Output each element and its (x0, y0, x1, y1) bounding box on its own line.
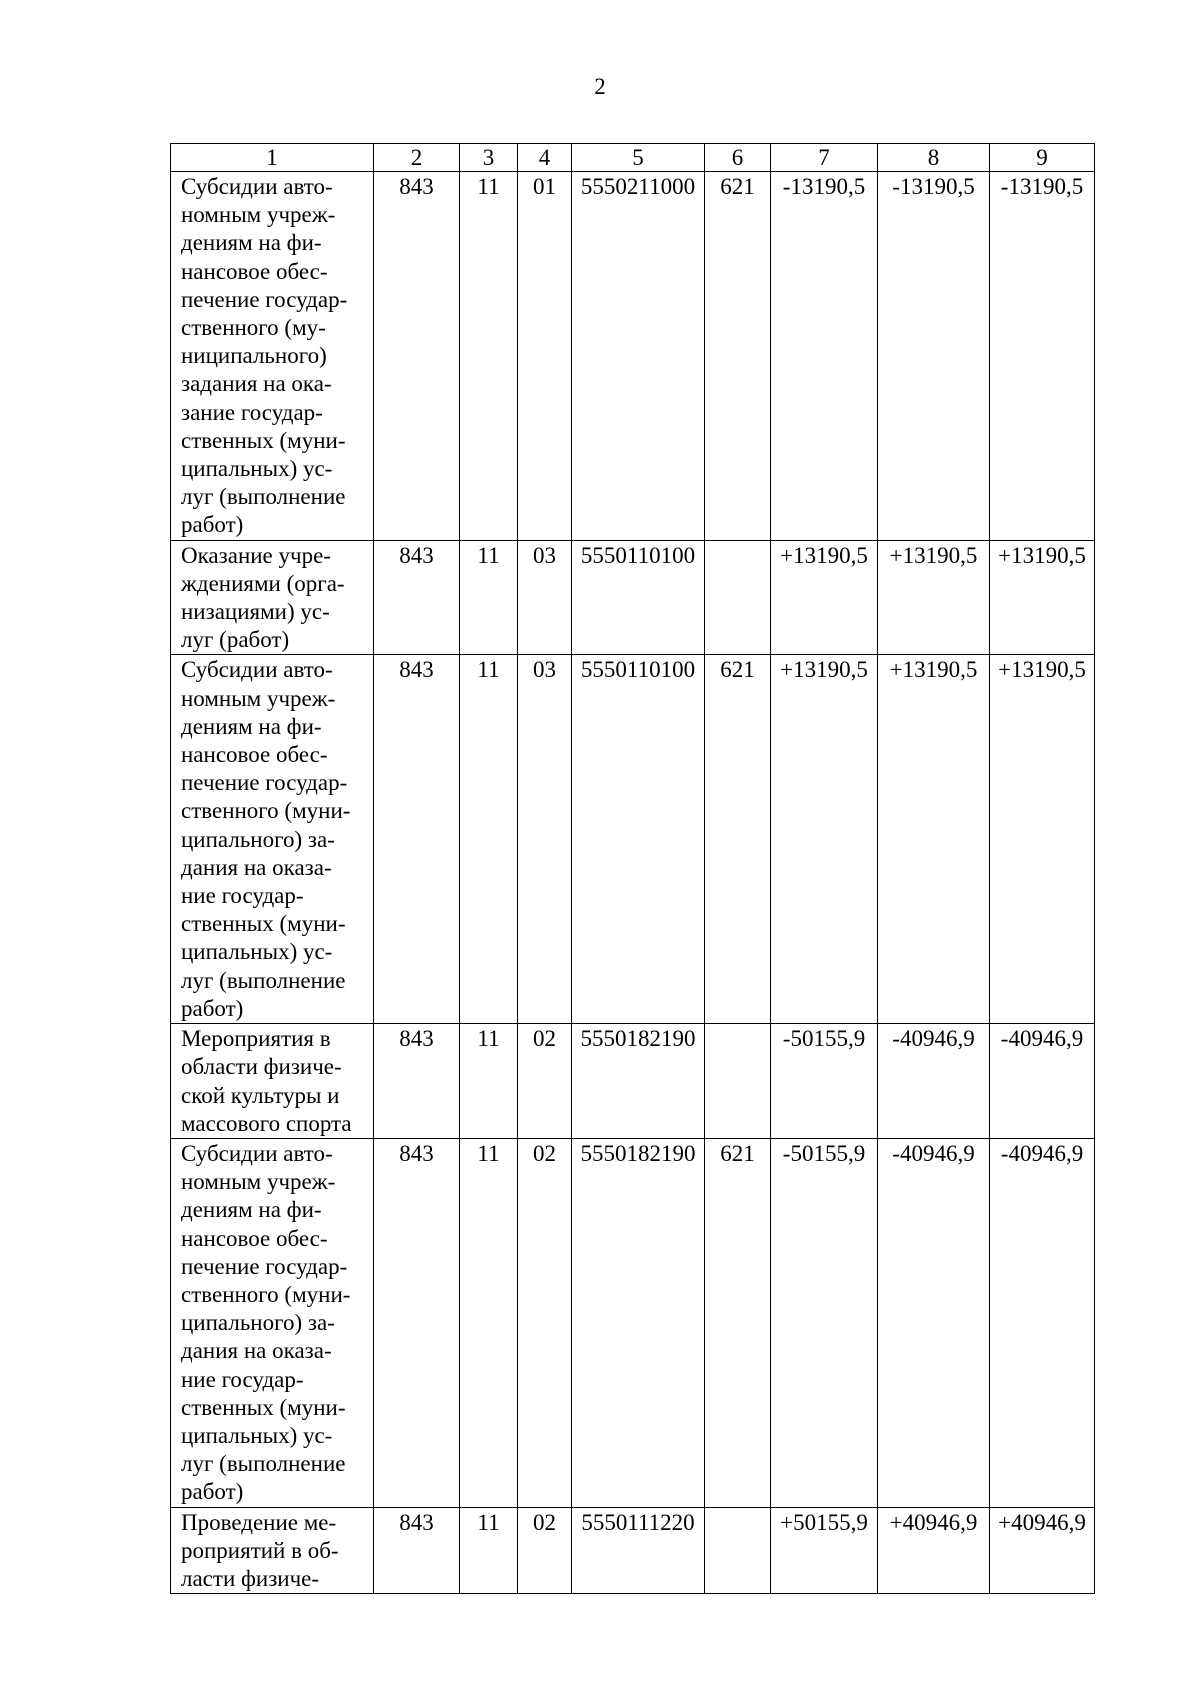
description-line: области физиче- (181, 1054, 342, 1080)
description-line: номным учреж- (181, 1169, 336, 1195)
description-line: печение государ- (181, 770, 348, 796)
description-line: дениям на фи- (181, 230, 322, 256)
description-line: ственного (муни- (181, 1281, 351, 1307)
subsection-cell: 02 (518, 1138, 572, 1507)
amount-cell: +13190,5 (878, 540, 990, 655)
description-line: дениям на фи- (181, 1197, 322, 1223)
amount-cell: -13190,5 (771, 172, 878, 541)
description-line: ласти физиче- (181, 1565, 320, 1591)
amount-cell: +13190,5 (990, 655, 1095, 1024)
description-cell (171, 655, 374, 1024)
table-row (171, 655, 1095, 1024)
description-line: Проведение ме- (181, 1509, 337, 1535)
description-line: нансовое обес- (181, 742, 328, 768)
description-line: зание государ- (181, 399, 323, 425)
description-line: роприятий в об- (181, 1537, 339, 1563)
description-line: работ) (181, 1479, 244, 1505)
code-cell: 843 (374, 1024, 460, 1139)
target-article-cell: 5550182190 (572, 1024, 705, 1139)
amount-cell: -40946,9 (990, 1138, 1095, 1507)
column-header: 9 (990, 144, 1095, 172)
code-cell: 843 (374, 540, 460, 655)
description-line: дания на оказа- (181, 854, 332, 880)
description-line: Мероприятия в (181, 1026, 331, 1052)
table-row (171, 1024, 1095, 1139)
description-line: печение государ- (181, 286, 348, 312)
target-article-cell: 5550110100 (572, 655, 705, 1024)
column-header: 2 (374, 144, 460, 172)
description-line: Субсидии авто- (181, 657, 333, 683)
description-cell (171, 540, 374, 655)
description-line: Субсидии авто- (181, 1140, 333, 1166)
description-line: печение государ- (181, 1253, 348, 1279)
column-header: 8 (878, 144, 990, 172)
description-line: ственных (муни- (181, 911, 346, 937)
section-cell: 11 (460, 655, 518, 1024)
description-line: луг (выполнение (181, 484, 346, 510)
target-article-cell: 5550211000 (572, 172, 705, 541)
expense-type-cell: 621 (705, 172, 771, 541)
amount-cell: +40946,9 (990, 1507, 1095, 1594)
column-header: 4 (518, 144, 572, 172)
description-line: ципального) за- (181, 826, 335, 852)
amount-cell: +13190,5 (771, 655, 878, 1024)
amount-cell: +50155,9 (771, 1507, 878, 1594)
description-line: работ) (181, 512, 244, 538)
description-line: луг (выполнение (181, 967, 346, 993)
description-line: массового спорта (181, 1110, 352, 1136)
description-line: ципальных) ус- (181, 1422, 333, 1448)
column-header: 7 (771, 144, 878, 172)
header-row (171, 144, 1095, 172)
description-cell (171, 172, 374, 541)
amount-cell: -13190,5 (990, 172, 1095, 541)
description-line: ской культуры и (181, 1082, 340, 1108)
description-line: ние государ- (181, 883, 304, 909)
amount-cell: +13190,5 (990, 540, 1095, 655)
description-line: ственных (муни- (181, 1394, 346, 1420)
description-line: луг (работ) (181, 627, 290, 653)
amount-cell: +13190,5 (878, 655, 990, 1024)
column-header: 3 (460, 144, 518, 172)
target-article-cell: 5550110100 (572, 540, 705, 655)
subsection-cell: 03 (518, 540, 572, 655)
expense-type-cell (705, 1024, 771, 1139)
target-article-cell: 5550182190 (572, 1138, 705, 1507)
description-line: работ) (181, 995, 244, 1021)
description-line: ственного (муни- (181, 798, 351, 824)
description-line: ципального) за- (181, 1310, 335, 1336)
expense-type-cell: 621 (705, 1138, 771, 1507)
description-line: Субсидии авто- (181, 174, 333, 199)
description-line: ственного (му- (181, 315, 326, 341)
amount-cell: +13190,5 (771, 540, 878, 655)
description-line: задания на ока- (181, 371, 332, 397)
description-line: ципальных) ус- (181, 456, 333, 482)
description-line: ственных (муни- (181, 427, 346, 453)
description-cell (171, 1507, 374, 1594)
description-line: дениям на фи- (181, 713, 322, 739)
amount-cell: -13190,5 (878, 172, 990, 541)
target-article-cell: 5550111220 (572, 1507, 705, 1594)
expense-type-cell (705, 540, 771, 655)
amount-cell: -40946,9 (878, 1024, 990, 1139)
amount-cell: -40946,9 (878, 1138, 990, 1507)
expense-type-cell: 621 (705, 655, 771, 1024)
description-line: луг (выполнение (181, 1451, 346, 1477)
table-row (171, 1507, 1095, 1594)
amount-cell: -50155,9 (771, 1138, 878, 1507)
section-cell: 11 (460, 1507, 518, 1594)
table-row (171, 172, 1095, 541)
description-line: нансовое обес- (181, 258, 328, 284)
subsection-cell: 02 (518, 1024, 572, 1139)
subsection-cell: 03 (518, 655, 572, 1024)
section-cell: 11 (460, 1138, 518, 1507)
description-line: дания на оказа- (181, 1338, 332, 1364)
code-cell: 843 (374, 1507, 460, 1594)
section-cell: 11 (460, 540, 518, 655)
description-line: низациями) ус- (181, 599, 330, 625)
column-header: 5 (572, 144, 705, 172)
code-cell: 843 (374, 1138, 460, 1507)
table-row (171, 540, 1095, 655)
column-header: 1 (171, 144, 374, 172)
description-line: нансовое обес- (181, 1225, 328, 1251)
amount-cell: -40946,9 (990, 1024, 1095, 1139)
description-cell (171, 1024, 374, 1139)
code-cell: 843 (374, 172, 460, 541)
amount-cell: +40946,9 (878, 1507, 990, 1594)
page-number: 2 (594, 74, 606, 99)
expense-type-cell (705, 1507, 771, 1594)
subsection-cell: 01 (518, 172, 572, 541)
subsection-cell: 02 (518, 1507, 572, 1594)
description-line: ципальных) ус- (181, 939, 333, 965)
description-line: номным учреж- (181, 685, 336, 711)
description-line: номным учреж- (181, 202, 336, 228)
column-header: 6 (705, 144, 771, 172)
description-line: ние государ- (181, 1366, 304, 1392)
description-cell (171, 1138, 374, 1507)
table-row (171, 1138, 1095, 1507)
description-line: ниципального) (181, 343, 327, 369)
amount-cell: -50155,9 (771, 1024, 878, 1139)
description-line: ждениями (орга- (181, 570, 345, 596)
description-line: Оказание учре- (181, 542, 331, 568)
budget-table (170, 143, 1095, 1594)
section-cell: 11 (460, 172, 518, 541)
code-cell: 843 (374, 655, 460, 1024)
section-cell: 11 (460, 1024, 518, 1139)
